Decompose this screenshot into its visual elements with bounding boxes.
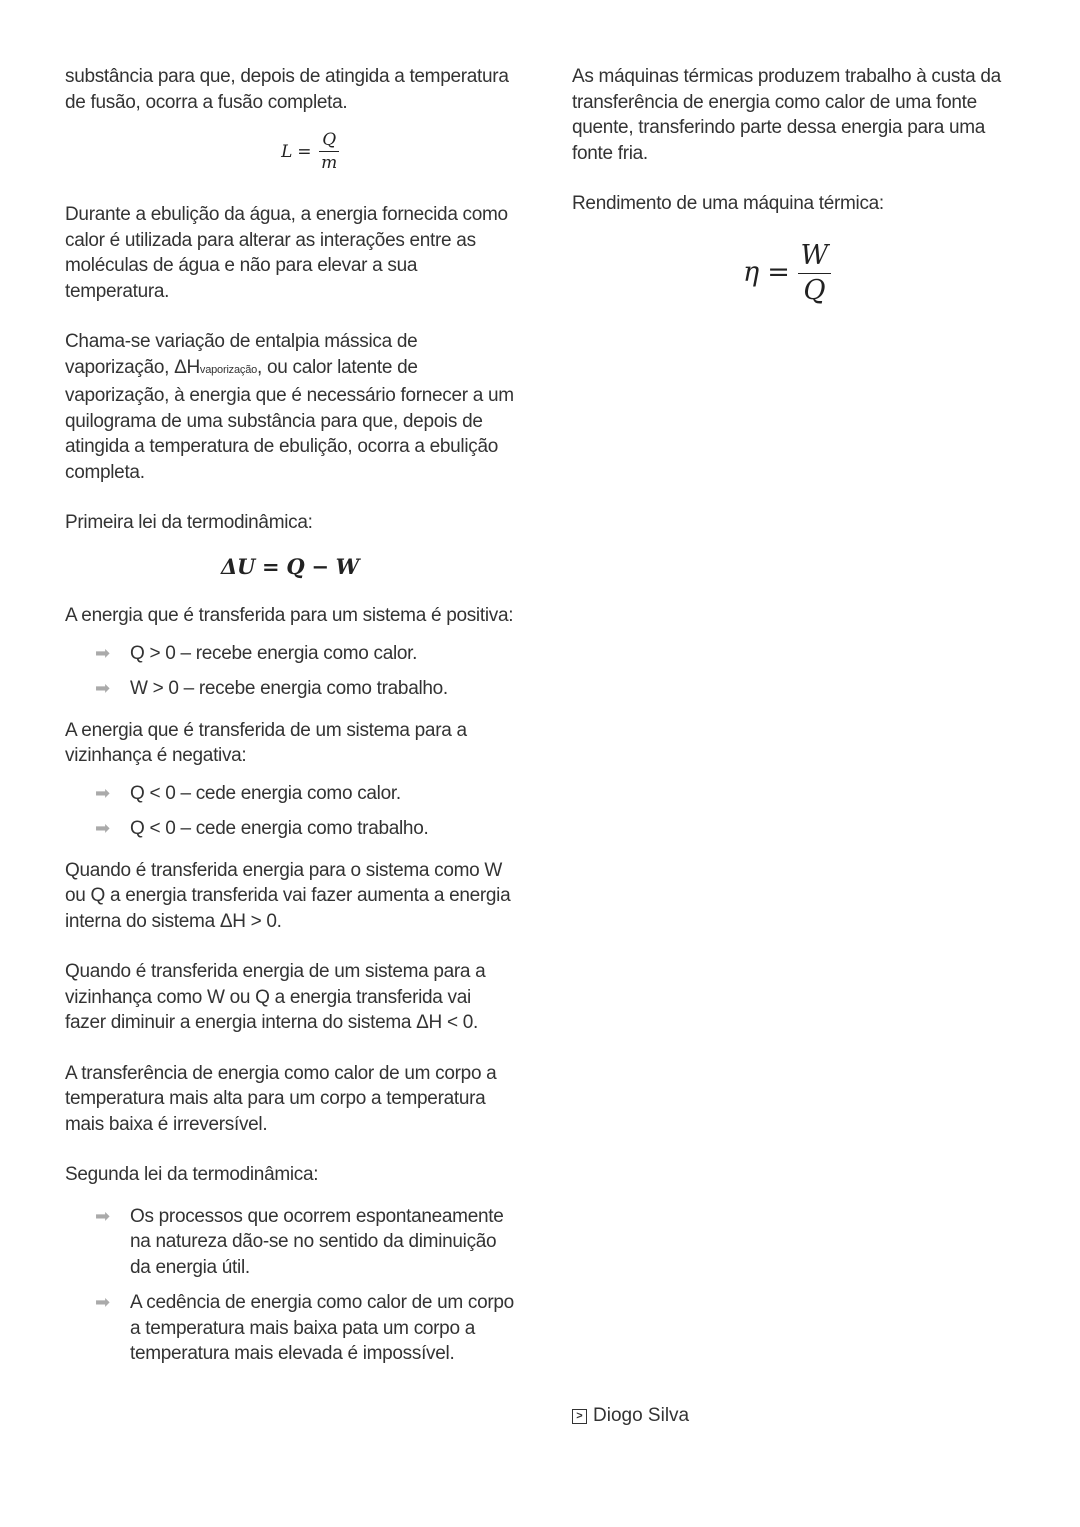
energy-decrease-paragraph: Quando é transferida energia de um sistema para a vizinhança como W ou Q a energia transferida vai fazer diminuir a energia interna do sistema ΔH < 0.: [65, 961, 486, 1033]
author-name: Diogo Silva: [593, 1405, 690, 1426]
right-arrow-icon: ➡: [95, 678, 110, 698]
formula-numerator: W: [798, 239, 831, 274]
latent-heat-formula: [65, 129, 515, 174]
list-item: [65, 1290, 515, 1367]
left-column: [65, 64, 515, 1377]
list-item: [65, 641, 515, 667]
list-item-text: Q < 0 – cede energia como calor.: [130, 782, 401, 804]
right-arrow-icon: ➡: [95, 642, 110, 663]
energy-increase-paragraph: Quando é transferida energia para o sistema como W ou Q a energia transferida vai fazer aumenta a energia interna do sistema ΔH > 0.: [65, 859, 511, 932]
list-item: [65, 781, 515, 807]
vaporization-paragraph: [65, 329, 515, 485]
boiling-paragraph: Durante a ebulição da água, a energia fornecida como calor é utilizada para alterar as interações entre as moléculas de água e não para elevar a sua temperatura.: [65, 204, 508, 302]
negative-energy-list: [65, 781, 515, 842]
formula-fraction: [798, 239, 831, 308]
second-law-heading: Segunda lei da termodinâmica:: [65, 1164, 319, 1185]
vaporization-text-b: , ou calor latente de vaporização, à energia que é necessário fornecer a um quilograma de uma substância para que, depois de atingida a temperatura de ebulição, ocorra a ebulição completa.: [65, 356, 514, 483]
formula-lhs: L =: [281, 141, 312, 162]
list-item-text: W > 0 – recebe energia como trabalho.: [130, 678, 448, 699]
right-column: [572, 64, 1002, 308]
efficiency-formula: [572, 239, 1002, 308]
formula-numerator: Q: [319, 129, 339, 152]
list-item-text: Q < 0 – cede energia como trabalho.: [130, 818, 429, 839]
negative-energy-paragraph: A energia que é transferida de um sistema para a vizinhança é negativa:: [65, 719, 467, 766]
second-law-list: [65, 1204, 515, 1367]
fusion-paragraph-end: substância para que, depois de atingida a temperatura de fusão, ocorra a fusão completa.: [65, 66, 509, 113]
right-arrow-icon: ➡: [95, 1205, 110, 1226]
formula-denominator: Q: [803, 274, 826, 306]
right-arrow-icon: ➡: [95, 1292, 110, 1312]
list-item: [65, 1204, 515, 1281]
formula-lhs: η =: [743, 257, 790, 288]
right-arrow-icon: ➡: [95, 818, 110, 838]
formula-denominator: m: [321, 153, 337, 173]
list-item-text: Os processos que ocorrem espontaneamente na natureza dão-se no sentido da diminuição da energia útil.: [130, 1205, 504, 1278]
efficiency-heading: Rendimento de uma máquina térmica:: [572, 193, 884, 214]
irreversible-paragraph: A transferência de energia como calor de um corpo a temperatura mais alta para um corpo a temperatura mais baixa é irreversível.: [65, 1062, 497, 1135]
positive-energy-list: [65, 641, 515, 702]
list-item: [65, 816, 515, 842]
vaporization-subscript: vaporização: [199, 363, 258, 376]
list-item-text: A cedência de energia como calor de um corpo a temperatura mais baixa pata um corpo a temperatura mais elevada é impossível.: [130, 1292, 514, 1364]
first-law-heading: Primeira lei da termodinâmica:: [65, 512, 313, 533]
positive-energy-paragraph: A energia que é transferida para um sistema é positiva:: [65, 605, 514, 626]
heat-engines-paragraph: As máquinas térmicas produzem trabalho à custa da transferência de energia como calor de uma fonte quente, transferindo parte dessa energia para uma fonte fria.: [572, 66, 1001, 164]
author-signature: [572, 1405, 689, 1427]
list-item: [65, 676, 515, 702]
vaporization-text-a: Chama-se variação de entalpia mássica de vaporização, ΔH: [65, 331, 418, 378]
right-arrow-icon: ➡: [95, 782, 110, 803]
formula-fraction: [319, 129, 339, 174]
list-item-text: Q > 0 – recebe energia como calor.: [130, 642, 418, 664]
first-law-formula: ΔU = Q − W: [221, 553, 359, 579]
arrow-box-icon: >: [572, 1409, 587, 1424]
